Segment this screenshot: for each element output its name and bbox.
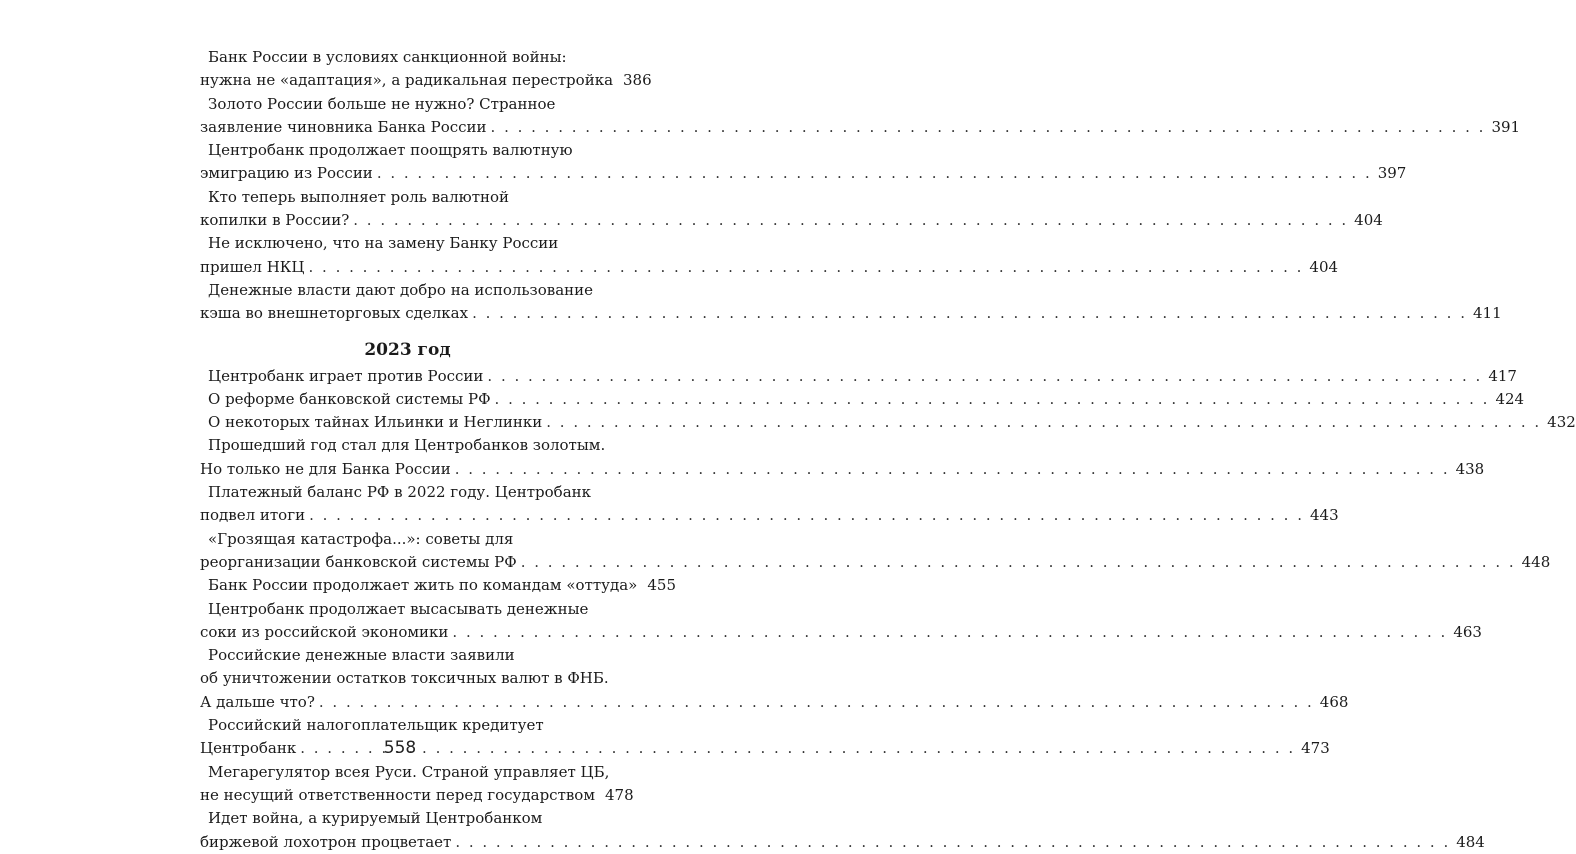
toc-entry-line <box>200 302 1502 325</box>
toc-entry-text: Банк России в условиях санкционной войны: <box>208 48 567 66</box>
toc-page-number: 404 <box>1354 211 1383 230</box>
toc-entry <box>200 528 1551 575</box>
toc-entry-text: об уничтожении остатков токсичных валют в ФНБ. <box>200 669 609 688</box>
toc-entry-line <box>200 481 615 504</box>
toc-entry <box>200 365 1517 388</box>
toc-entry <box>200 574 676 597</box>
toc-entry <box>200 186 1383 233</box>
toc-entry-text: Денежные власти дают добро на использование <box>208 280 594 299</box>
toc-entry-line <box>200 458 1485 481</box>
toc-entry-text: Кто теперь выполняет роль валютной <box>208 187 510 206</box>
toc-entry-line <box>200 621 1482 644</box>
toc-entry <box>200 807 1485 854</box>
toc-page-number: 478 <box>605 785 634 804</box>
toc-entry-line <box>200 644 615 667</box>
dot-leader <box>353 209 1348 232</box>
toc-page-number: 417 <box>1488 366 1517 385</box>
toc-entry-text: биржевой лохотрон процветает <box>200 832 452 851</box>
toc-page-number: 463 <box>1453 622 1482 641</box>
toc-page-number: 468 <box>1319 692 1349 711</box>
toc-entry-line <box>200 232 615 255</box>
dot-leader <box>455 458 1450 481</box>
toc-entry <box>200 139 1407 186</box>
toc-entry-line <box>200 528 615 551</box>
toc-entry-line <box>200 761 615 784</box>
toc-page-number: 484 <box>1456 832 1485 851</box>
toc-entry <box>200 598 1482 645</box>
toc-entry-text: нужна не «адаптация», а радикальная перестройка <box>200 71 614 90</box>
toc-entry <box>200 232 1339 279</box>
toc-entry-text: заявление чиновника Банка России <box>200 117 487 136</box>
toc-entry-line <box>200 365 1517 388</box>
toc-page-number: 391 <box>1491 117 1521 136</box>
toc-page-number: 432 <box>1547 413 1576 432</box>
toc-entry-line <box>200 209 1383 232</box>
toc-entry-line <box>200 139 615 162</box>
toc-entry-text: не несущий ответственности перед государством <box>200 785 596 804</box>
toc-entry-line <box>200 69 652 92</box>
toc-block-2022 <box>200 46 1521 326</box>
toc-entry-line <box>200 831 1485 854</box>
toc-entry-line <box>200 116 1521 139</box>
toc-entry-text: «Грозящая катастрофа...»: советы для <box>208 529 514 548</box>
toc-entry-text: подвел итоги <box>200 506 306 525</box>
dot-leader <box>309 504 1304 527</box>
dot-leader <box>472 302 1467 325</box>
toc-page-number: 473 <box>1301 739 1330 758</box>
toc-entry-line <box>200 388 1525 411</box>
toc-entry-line <box>200 434 615 457</box>
toc-entry-text: копилки в России? <box>200 211 350 230</box>
toc-page-number: 404 <box>1309 257 1339 276</box>
toc-entry-line <box>200 714 615 737</box>
toc-page-number: 448 <box>1521 552 1551 571</box>
toc-entry-text: Центробанк продолжает поощрять валютную <box>208 141 573 160</box>
dot-leader <box>309 256 1304 279</box>
toc-entry-line <box>200 784 634 807</box>
toc-entry-line <box>200 279 615 302</box>
toc-entry-text: эмиграцию из России <box>200 164 373 183</box>
toc-entry-line <box>200 598 615 621</box>
toc-entry-text: О реформе банковской системы РФ <box>208 389 491 408</box>
toc-page-number: 386 <box>623 71 652 90</box>
table-of-contents <box>200 46 1576 854</box>
toc-entry-line <box>200 256 1339 279</box>
toc-page-number: 411 <box>1472 304 1502 323</box>
toc-entry-text: Прошедший год стал для Центробанков золотым. <box>208 436 606 455</box>
toc-entry-text: Центробанк <box>200 739 297 758</box>
toc-entry-line <box>200 691 1349 714</box>
toc-entry-text: Но только не для Банка России <box>200 459 451 478</box>
toc-entry-text: реорганизации банковской системы РФ <box>200 552 517 571</box>
toc-page-number: 443 <box>1309 506 1339 525</box>
toc-entry-line <box>200 46 615 69</box>
toc-entry-line <box>200 186 615 209</box>
toc-page-number: 455 <box>647 576 676 595</box>
toc-entry <box>200 481 1339 528</box>
toc-entry-line <box>200 411 1576 434</box>
toc-page-number: 424 <box>1495 389 1525 408</box>
dot-leader <box>491 116 1486 139</box>
toc-entry-text: Идет война, а курируемый Центробанком <box>208 809 543 828</box>
toc-page-number: 438 <box>1455 459 1485 478</box>
toc-entry-text: А дальше что? <box>200 692 315 711</box>
toc-entry-text: Центробанк играет против России <box>208 366 484 385</box>
toc-entry-text: кэша во внешнеторговых сделках <box>200 304 469 323</box>
section-heading: 2023 год <box>364 339 451 360</box>
toc-entry-text: соки из российской экономики <box>200 622 449 641</box>
toc-entry-text: Золото России больше не нужно? Странное <box>208 94 556 113</box>
toc-entry-line <box>200 162 1407 185</box>
toc-entry-line <box>200 504 1339 527</box>
dot-leader <box>521 551 1516 574</box>
toc-entry-text: Центробанк продолжает высасывать денежные <box>208 599 589 618</box>
toc-entry <box>200 411 1576 434</box>
dot-leader <box>546 411 1541 434</box>
toc-entry-line <box>200 551 1551 574</box>
toc-entry-text: Мегарегулятор всея Руси. Страной управляет ЦБ, <box>208 762 610 781</box>
toc-entry <box>200 761 634 808</box>
toc-entry-line <box>200 574 676 597</box>
toc-entry <box>200 93 1521 140</box>
dot-leader <box>455 831 1450 854</box>
toc-entry <box>200 644 1349 714</box>
toc-entry-text: Банк России продолжает жить по командам «оттуда» <box>208 576 638 595</box>
toc-entry-text: Платежный баланс РФ в 2022 году. Центробанк <box>208 483 592 502</box>
page-number: 558 <box>383 738 417 758</box>
toc-entry-text: Не исключено, что на замену Банку России <box>208 234 559 253</box>
toc-entry <box>200 388 1525 411</box>
toc-entry-text: Российские денежные власти заявили <box>208 646 515 665</box>
dot-leader <box>377 162 1372 185</box>
dot-leader <box>452 621 1447 644</box>
toc-page-number: 397 <box>1377 164 1407 183</box>
toc-entry-text: пришел НКЦ <box>200 257 305 276</box>
toc-entry-line <box>200 807 615 830</box>
toc-entry-text: Российский налогоплательщик кредитует <box>208 716 544 735</box>
dot-leader <box>495 388 1490 411</box>
dot-leader <box>487 365 1482 388</box>
toc-entry-line <box>200 93 615 116</box>
toc-entry-line <box>200 667 615 690</box>
toc-entry <box>200 434 1485 481</box>
toc-block-2023 <box>200 365 1576 854</box>
toc-entry-text: О некоторых тайнах Ильинки и Неглинки <box>208 413 543 432</box>
dot-leader <box>319 691 1314 714</box>
toc-entry <box>200 46 652 93</box>
toc-entry <box>200 279 1502 326</box>
